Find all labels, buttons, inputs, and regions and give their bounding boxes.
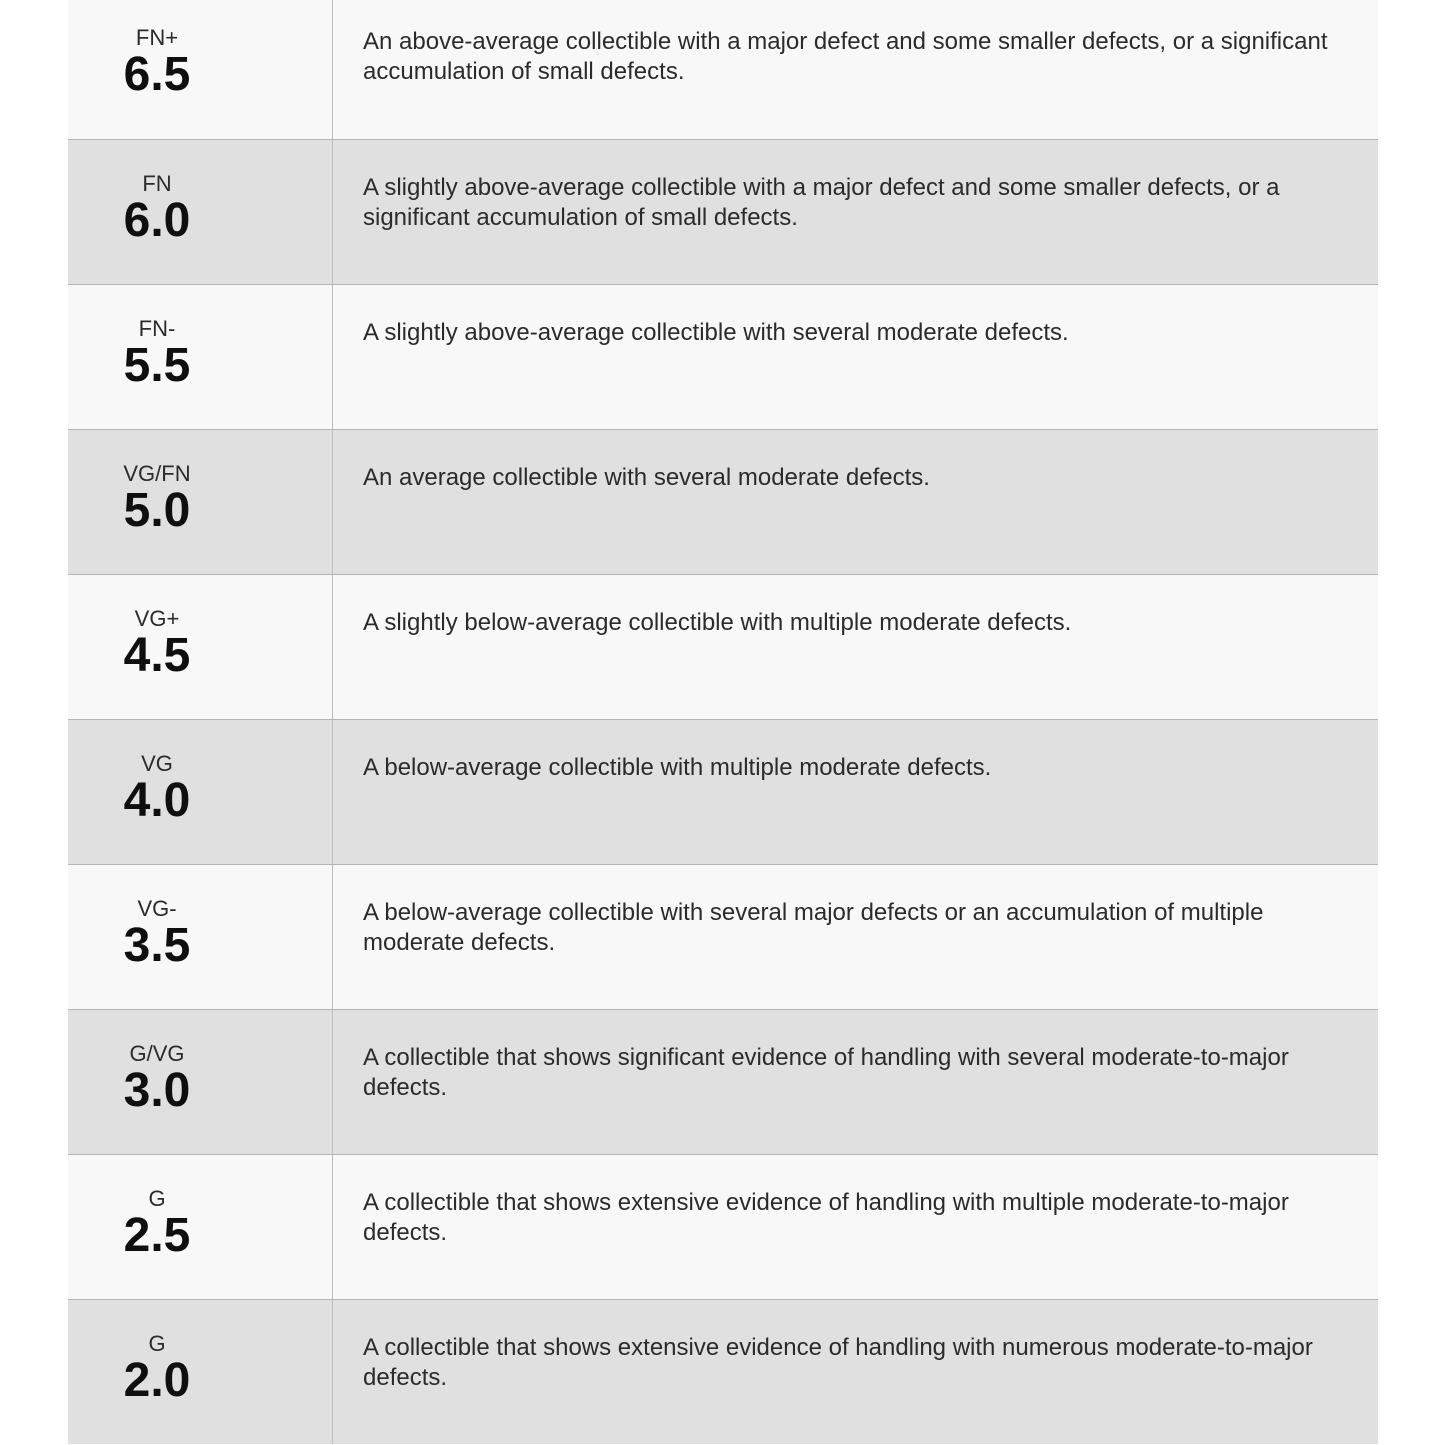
grade-number: 2.5	[123, 1209, 191, 1263]
table-row	[68, 429, 1378, 574]
grade-cell	[68, 430, 333, 574]
grade-label: G	[148, 1331, 166, 1356]
grade-label: G	[148, 1186, 166, 1211]
grade-cell	[68, 1300, 333, 1444]
table-row	[68, 1299, 1378, 1444]
grade-label: FN-	[138, 316, 176, 341]
grade-number: 3.0	[123, 1064, 191, 1118]
grade-number: 5.0	[123, 484, 191, 538]
grade-number: 4.5	[123, 629, 191, 683]
table-row	[68, 1009, 1378, 1154]
grade-description: A slightly above-average collectible with several moderate defects.	[363, 319, 1069, 346]
grade-description: An above-average collectible with a major defect and some smaller defects, or a significant accumulation of small defects.	[363, 28, 1328, 85]
grade-label: VG/FN	[123, 461, 191, 486]
grade-label: FN	[142, 171, 172, 196]
grade-description: A below-average collectible with multiple moderate defects.	[363, 754, 992, 781]
table-row	[68, 284, 1378, 429]
grade-number: 6.5	[123, 48, 191, 102]
grade-label: G/VG	[129, 1041, 185, 1066]
grade-number: 5.5	[123, 339, 191, 393]
grade-cell	[68, 285, 333, 429]
grading-scale-table	[68, 0, 1378, 1444]
grade-label: FN+	[135, 25, 179, 50]
grade-cell	[68, 575, 333, 719]
grade-cell	[68, 1010, 333, 1154]
grade-number: 6.0	[123, 194, 191, 248]
grade-number: 3.5	[123, 919, 191, 973]
table-row	[68, 719, 1378, 864]
grade-description: A collectible that shows extensive evidence of handling with multiple moderate-to-major defects.	[363, 1189, 1289, 1246]
table-row	[68, 864, 1378, 1009]
table-row	[68, 574, 1378, 719]
grade-description: A below-average collectible with several major defects or an accumulation of multiple moderate defects.	[363, 899, 1264, 956]
grade-cell	[68, 865, 333, 1009]
grade-label: VG+	[134, 606, 180, 631]
table-row	[68, 139, 1378, 284]
grade-label: VG-	[137, 896, 177, 921]
grade-description: A collectible that shows extensive evidence of handling with numerous moderate-to-major defects.	[363, 1334, 1313, 1391]
grade-cell	[68, 0, 333, 139]
table-row	[68, 1154, 1378, 1299]
table-row	[68, 0, 1378, 139]
grade-description: A slightly above-average collectible with a major defect and some smaller defects, or a significant accumulation of small defects.	[363, 174, 1280, 231]
grade-description: A slightly below-average collectible with multiple moderate defects.	[363, 609, 1072, 636]
grade-description: An average collectible with several moderate defects.	[363, 464, 930, 491]
grade-number: 2.0	[123, 1354, 191, 1408]
grade-number: 4.0	[123, 774, 191, 828]
grade-cell	[68, 140, 333, 284]
grade-cell	[68, 720, 333, 864]
grade-cell	[68, 1155, 333, 1299]
grade-description: A collectible that shows significant evidence of handling with several moderate-to-major defects.	[363, 1044, 1289, 1101]
grade-label: VG	[141, 751, 173, 776]
